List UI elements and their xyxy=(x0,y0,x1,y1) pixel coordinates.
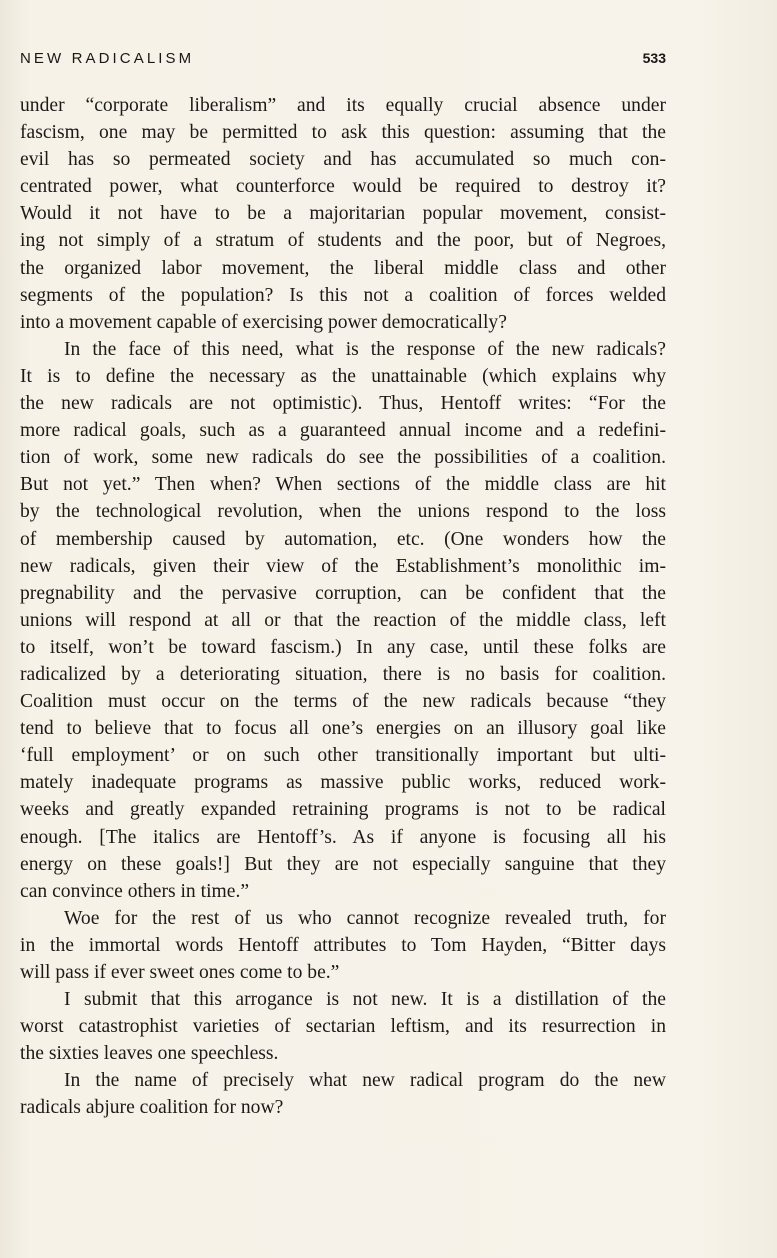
paragraph-5 xyxy=(20,1067,666,1121)
text-line: In the name of precisely what new radical program do the new xyxy=(64,1070,666,1092)
running-head xyxy=(20,50,666,74)
text-line: can convince others in time.” xyxy=(20,880,250,902)
text-line: new radicals, given their view of the Establishment’s monolithic im- xyxy=(20,555,666,577)
text-line: It is to define the necessary as the unattainable (which explains why xyxy=(20,365,666,387)
running-title: NEW RADICALISM xyxy=(20,50,195,67)
text-line: in the immortal words Hentoff attributes to Tom Hayden, “Bitter days xyxy=(20,934,666,956)
text-line: radicals abjure coalition for now? xyxy=(20,1097,284,1119)
text-line: But not yet.” Then when? When sections of the middle class are hit xyxy=(20,474,666,496)
text-line: radicalized by a deteriorating situation, there is no basis for coalition. xyxy=(20,663,666,685)
text-line: the organized labor movement, the liberal middle class and other xyxy=(20,257,666,279)
text-line: unions will respond at all or that the reaction of the middle class, left xyxy=(20,609,666,631)
text-line: fascism, one may be permitted to ask this question: assuming that the xyxy=(20,122,666,144)
paragraph-1 xyxy=(20,92,666,336)
body-text xyxy=(20,92,666,1122)
text-line: will pass if ever sweet ones come to be.” xyxy=(20,962,340,983)
text-line: into a movement capable of exercising power democratically? xyxy=(20,311,507,333)
paragraph-3 xyxy=(20,905,666,986)
text-line: mately inadequate programs as massive public works, reduced work- xyxy=(20,772,666,794)
text-line: Would it not have to be a majoritarian popular movement, consist- xyxy=(20,203,666,225)
page-number: 533 xyxy=(642,50,666,66)
text-line: tend to believe that to focus all one’s energies on an illusory goal like xyxy=(20,718,666,740)
text-line: evil has so permeated society and has accumulated so much con- xyxy=(20,149,666,171)
paragraph-4 xyxy=(20,986,666,1067)
text-line: more radical goals, such as a guaranteed annual income and a redefini- xyxy=(20,420,666,442)
text-line: by the technological revolution, when the unions respond to the loss xyxy=(20,501,666,523)
text-line: ing not simply of a stratum of students and the poor, but of Negroes, xyxy=(20,230,666,252)
text-line: In the face of this need, what is the response of the new radicals? xyxy=(64,338,666,360)
text-line: under “corporate liberalism” and its equally crucial absence under xyxy=(20,95,666,116)
text-line: enough. [The italics are Hentoff’s. As if anyone is focusing all his xyxy=(20,826,666,848)
text-line: to itself, won’t be toward fascism.) In any case, until these folks are xyxy=(20,636,666,658)
text-line: the sixties leaves one speechless. xyxy=(20,1043,279,1065)
text-line: I submit that this arrogance is not new. It is a distillation of the xyxy=(64,989,666,1011)
text-line: Coalition must occur on the terms of the new radicals because “they xyxy=(20,691,666,713)
paragraph-2 xyxy=(20,336,666,905)
text-line: pregnability and the pervasive corruption, can be confident that the xyxy=(20,582,666,604)
text-line: worst catastrophist varieties of sectarian leftism, and its resurrection in xyxy=(20,1016,666,1038)
text-line: the new radicals are not optimistic). Thus, Hentoff writes: “For the xyxy=(20,393,666,415)
text-line: tion of work, some new radicals do see the possibilities of a coalition. xyxy=(20,447,666,469)
text-line: centrated power, what counterforce would be required to destroy it? xyxy=(20,176,666,198)
text-line: energy on these goals!] But they are not especially sanguine that they xyxy=(20,853,666,875)
text-line: of membership caused by automation, etc. (One wonders how the xyxy=(20,528,666,550)
text-line: Woe for the rest of us who cannot recognize revealed truth, for xyxy=(64,907,666,929)
text-line: weeks and greatly expanded retraining programs is not to be radical xyxy=(20,799,666,821)
text-line: segments of the population? Is this not a coalition of forces welded xyxy=(20,284,666,306)
text-line: ‘full employment’ or on such other transitionally important but ulti- xyxy=(20,745,666,767)
